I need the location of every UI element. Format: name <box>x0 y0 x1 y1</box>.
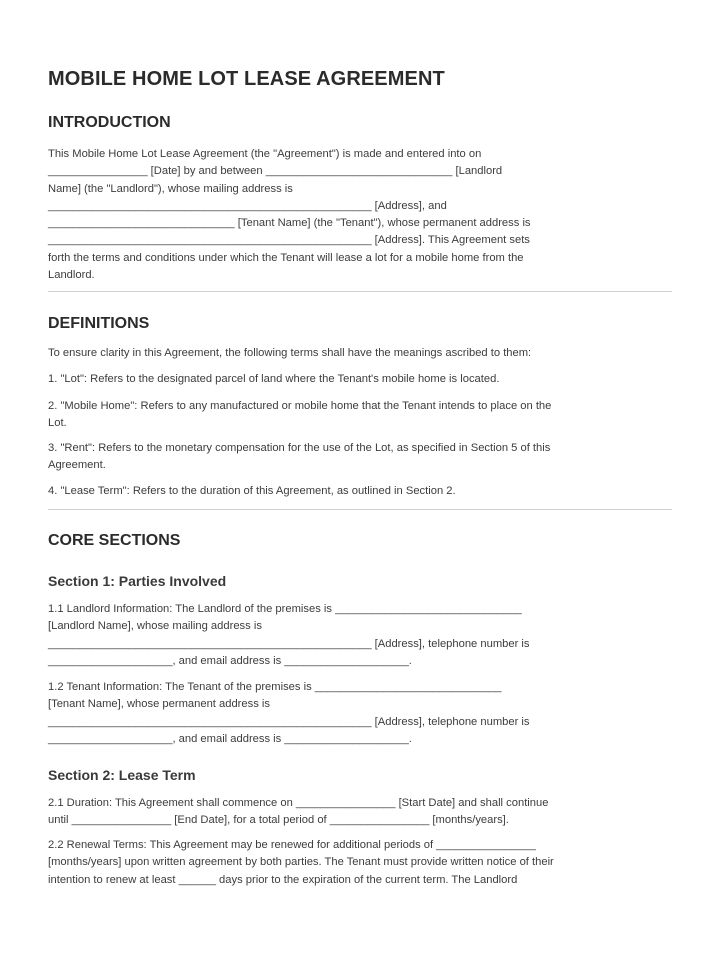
section-divider <box>48 509 672 510</box>
paragraph-line: ____________________________________________________ [Address], telephone number is <box>48 637 530 650</box>
introduction-paragraph <box>48 146 672 284</box>
document-title: MOBILE HOME LOT LEASE AGREEMENT <box>48 68 445 90</box>
paragraph-line: 2.2 Renewal Terms: This Agreement may be renewed for additional periods of ________________ <box>48 839 536 851</box>
definition-line: 3. "Rent": Refers to the monetary compensation for the use of the Lot, as specified in Section 5 of this <box>48 442 551 454</box>
section-divider <box>48 291 672 292</box>
renewal-terms-paragraph <box>48 837 672 889</box>
paragraph-line: [Landlord Name], whose mailing address is <box>48 620 262 633</box>
definition-line: Agreement. <box>48 459 106 472</box>
introduction-line: ______________________________ [Tenant Name] (the "Tenant"), whose permanent address is <box>48 217 531 230</box>
definition-item-lot <box>48 371 672 388</box>
introduction-line: ____________________________________________________ [Address]. This Agreement sets <box>48 234 530 247</box>
introduction-line: forth the terms and conditions under which the Tenant will lease a lot for a mobile home from the <box>48 251 524 264</box>
definition-item-lease-term <box>48 483 672 500</box>
definition-line: 4. "Lease Term": Refers to the duration of this Agreement, as outlined in Section 2. <box>48 485 456 497</box>
section-2-heading: Section 2: Lease Term <box>48 767 196 783</box>
section-1-heading: Section 1: Parties Involved <box>48 573 227 589</box>
introduction-line: Landlord. <box>48 269 95 282</box>
paragraph-line: 2.1 Duration: This Agreement shall commence on ________________ [Start Date] and shall continue <box>48 797 549 809</box>
paragraph-line: ____________________________________________________ [Address], telephone number is <box>48 715 530 728</box>
introduction-heading: INTRODUCTION <box>48 114 171 131</box>
paragraph-line: until ________________ [End Date], for a total period of ________________ [months/years]. <box>48 814 509 827</box>
introduction-line: ________________ [Date] by and between ______________________________ [Landlord <box>48 165 503 178</box>
definitions-heading: DEFINITIONS <box>48 315 150 332</box>
tenant-information-paragraph <box>48 679 672 748</box>
introduction-line: Name] (the "Landlord"), whose mailing address is <box>48 182 293 195</box>
definition-line: Lot. <box>48 417 67 430</box>
paragraph-line: ____________________, and email address is ____________________. <box>48 732 412 745</box>
definition-line: 2. "Mobile Home": Refers to any manufactured or mobile home that the Tenant intends to place on the <box>48 400 552 412</box>
paragraph-line: [Tenant Name], whose permanent address is <box>48 698 271 711</box>
paragraph-line: 1.2 Tenant Information: The Tenant of the premises is ______________________________ <box>48 681 502 693</box>
paragraph-line: [months/years] upon written agreement by both parties. The Tenant must provide written notice of their <box>48 856 554 869</box>
definition-item-mobile-home <box>48 398 672 433</box>
introduction-line: ____________________________________________________ [Address], and <box>48 199 447 212</box>
core-sections-heading: CORE SECTIONS <box>48 532 181 549</box>
introduction-line: This Mobile Home Lot Lease Agreement (the "Agreement") is made and entered into on <box>48 148 482 160</box>
paragraph-line: intention to renew at least ______ days prior to the expiration of the current term. The Landlord <box>48 873 518 886</box>
definition-line: 1. "Lot": Refers to the designated parcel of land where the Tenant's mobile home is located. <box>48 373 500 385</box>
paragraph-line: ____________________, and email address is ____________________. <box>48 654 412 667</box>
definitions-intro: To ensure clarity in this Agreement, the following terms shall have the meanings ascribed to them: <box>48 347 532 359</box>
paragraph-line: 1.1 Landlord Information: The Landlord of the premises is ______________________________ <box>48 603 522 615</box>
duration-paragraph <box>48 795 672 830</box>
landlord-information-paragraph <box>48 601 672 670</box>
definition-item-rent <box>48 440 672 475</box>
